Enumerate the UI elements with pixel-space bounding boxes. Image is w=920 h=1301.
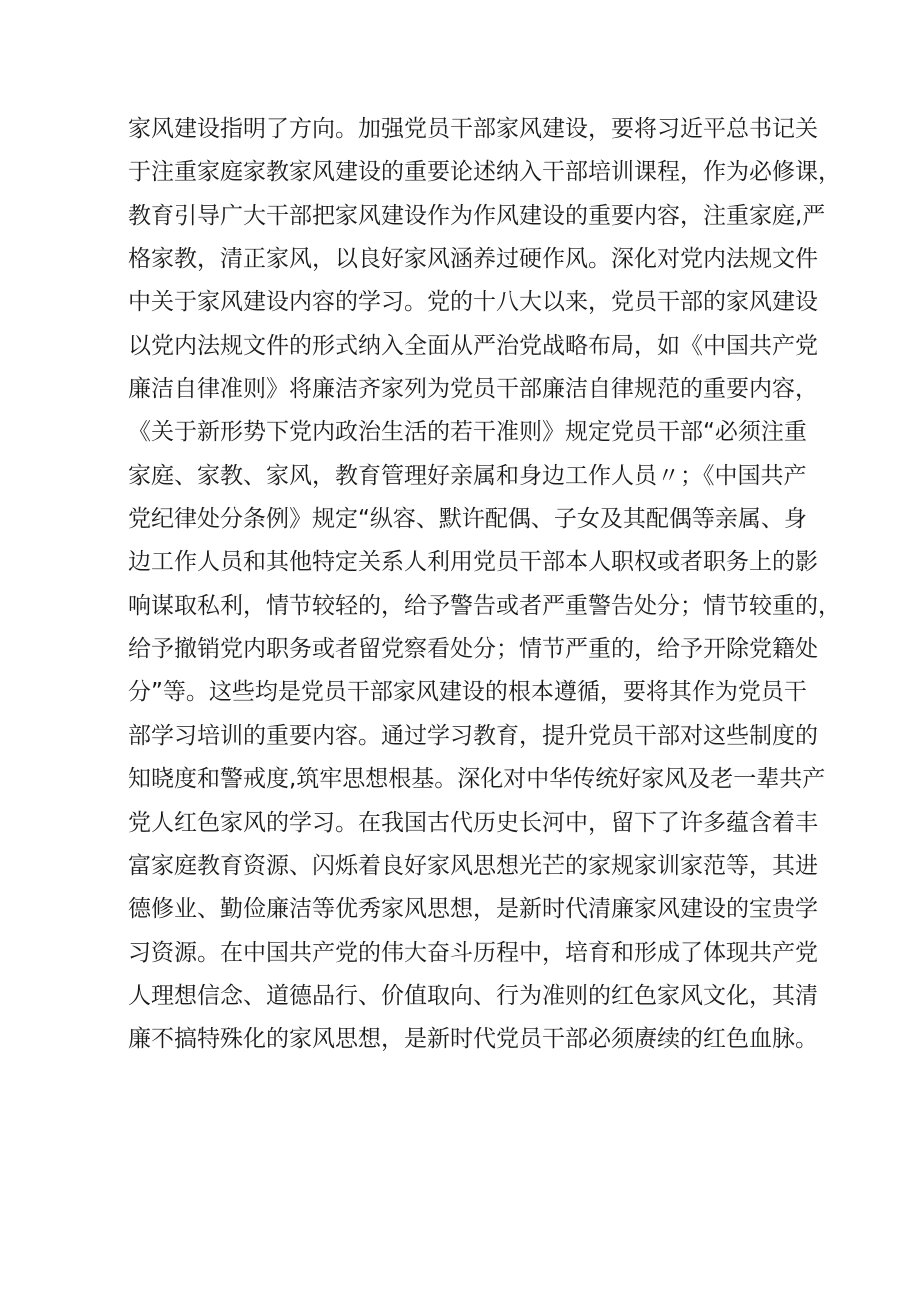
text-line-9: 家庭、家教、家风，教育管理好亲属和身边工作人员〃；《中国共产 — [128, 462, 807, 489]
text-line-16: 知晓度和警戒度,筑牢思想根基。深化对中华传统好家风及老一辈共产 — [128, 766, 826, 793]
text-line-1: 家风建设指明了方向。加强党员干部家风建设，要将习近平总书记关 — [128, 116, 818, 142]
text-line-10: 党纪律处分条例》规定“纵容、默许配偶、子女及其配偶等亲属、身 — [128, 506, 807, 533]
text-line-19: 德修业、勤俭廉洁等优秀家风思想，是新时代清廉家风建设的宝贵学 — [128, 896, 818, 923]
text-line-15: 部学习培训的重要内容。通过学习教育，提升党员干部对这些制度的 — [128, 722, 818, 749]
text-line-21: 人理想信念、道德品行、价值取向、行为准则的红色家风文化，其清 — [128, 982, 818, 1009]
text-line-7: 廉洁自律准则》将廉洁齐家列为党员干部廉洁自律规范的重要内容， — [128, 376, 818, 403]
text-line-17: 党人红色家风的学习。在我国古代历史长河中，留下了许多蕴含着丰 — [128, 809, 818, 836]
text-line-11: 边工作人员和其他特定关系人利用党员干部本人职权或者职务上的影 — [128, 549, 818, 576]
text-line-6: 以党内法规文件的形式纳入全面从严治党战略布局，如《中国共产党 — [128, 332, 818, 359]
text-line-20: 习资源。在中国共产党的伟大奋斗历程中，培育和形成了体现共产党 — [128, 939, 818, 966]
text-line-22: 廉不搞特殊化的家风思想，是新时代党员干部必须赓续的红色血脉。 — [128, 1026, 818, 1053]
text-line-14: 分”等。这些均是党员干部家风建设的根本遵循，要将其作为党员干 — [128, 679, 807, 706]
text-line-4: 格家教，清正家风，以良好家风涵养过硬作风。深化对党内法规文件 — [128, 246, 818, 273]
text-line-3: 教育引导广大干部把家风建设作为作风建设的重要内容，注重家庭,严 — [128, 202, 826, 229]
text-line-13: 给予撤销党内职务或者留党察看处分；情节严重的，给予开除党籍处 — [128, 636, 818, 663]
text-line-18: 富家庭教育资源、闪烁着良好家风思想光芒的家规家训家范等，其进 — [128, 852, 818, 879]
text-line-8: 《关于新形势下党内政治生活的若干准则》规定党员干部“必须注重 — [128, 419, 807, 446]
text-line-5: 中关于家风建设内容的学习。党的十八大以来，党员干部的家风建设 — [128, 289, 818, 316]
body-paragraph — [128, 108, 841, 1062]
text-line-2: 于注重家庭家教家风建设的重要论述纳入干部培训课程，作为必修课， — [128, 159, 841, 186]
text-line-12: 响谋取私利，情节较轻的，给予警告或者严重警告处分；情节较重的， — [128, 592, 841, 619]
